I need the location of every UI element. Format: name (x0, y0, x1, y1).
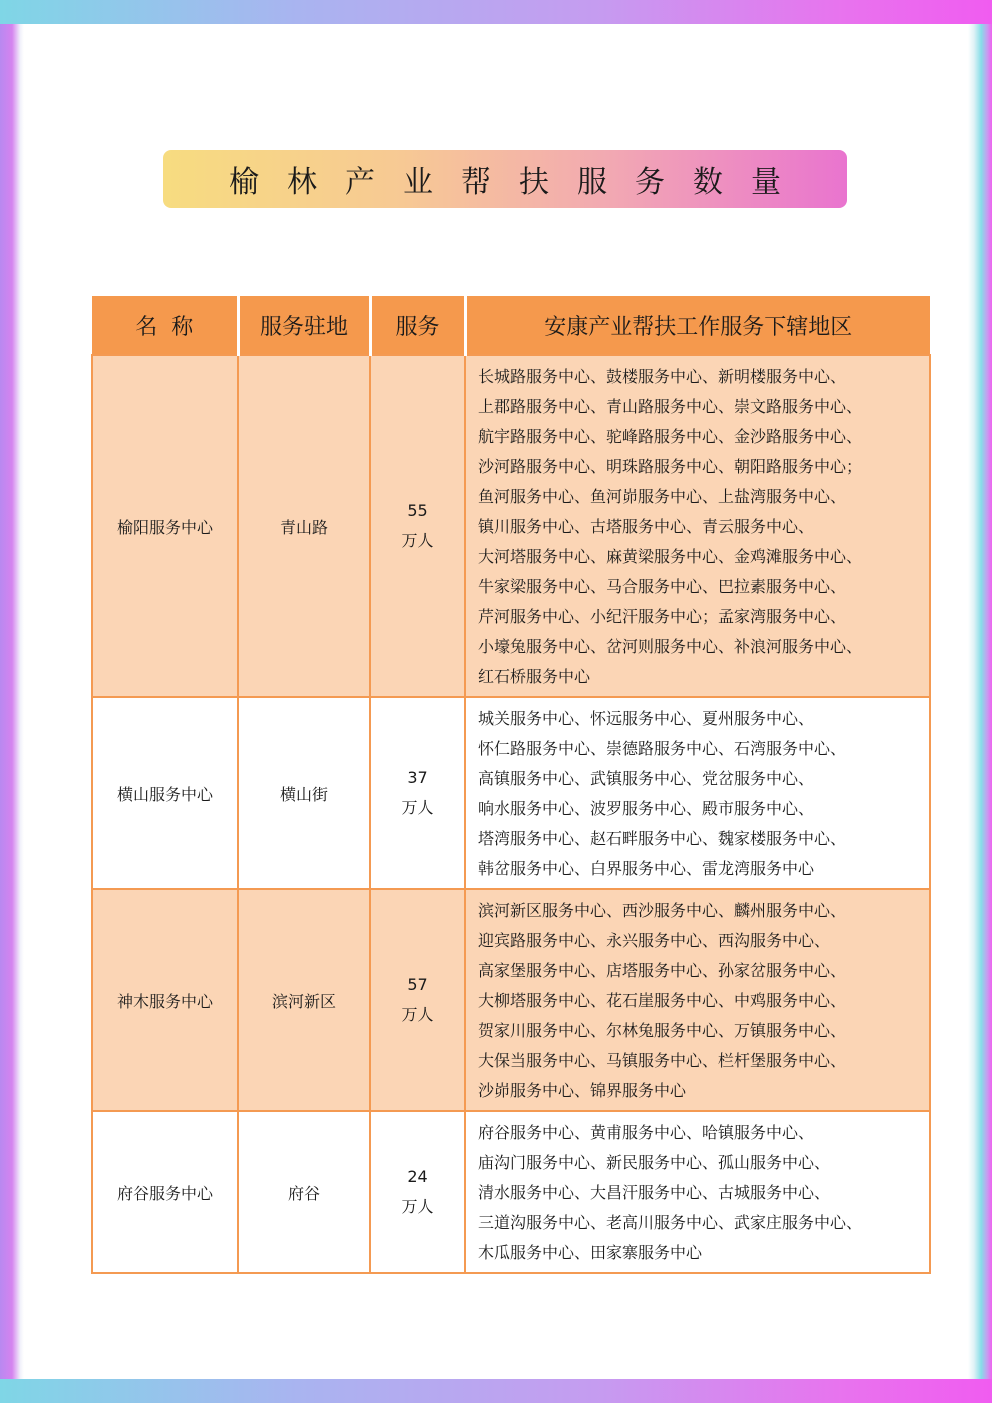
service-unit: 万人 (401, 798, 434, 817)
row-location: 横山街 (238, 697, 370, 889)
title-banner (163, 150, 847, 208)
table-row (92, 1111, 930, 1273)
bottom-decorative-bar (0, 1379, 992, 1403)
service-count: 37 (407, 768, 428, 787)
service-count: 57 (407, 975, 428, 994)
areas-list: 长城路服务中心、鼓楼服务中心、新明楼服务中心、 上郡路服务中心、青山路服务中心、崇文路服务中心、 航宇路服务中心、驼峰路服务中心、金沙路服务中心、 沙河路服务中心、明珠路服务中心、朝阳路服务中心； 鱼河服务中心、鱼河峁服务中心、上盐湾服务中心、 镇川服务中心、古塔服务中心、青云服务中心、 大河塔服务中心、麻黄梁服务中心、金鸡滩服务中心、 牛家梁服务中心、马合服务中心、巴拉素服务中心、 芹河服务中心、小纪汗服务中心；孟家湾服务中心、 小壕兔服务中心、岔河则服务中心、补浪河服务中心、 红石桥服务中心 (478, 367, 863, 686)
row-name: 横山服务中心 (92, 697, 238, 889)
header-areas: 安康产业帮扶工作服务下辖地区 (465, 296, 930, 355)
header-name: 名称 (92, 296, 238, 355)
row-service (370, 355, 465, 697)
top-decorative-bar (0, 0, 992, 24)
table-header-row (92, 296, 930, 355)
service-unit: 万人 (401, 1197, 434, 1216)
page-title: 榆林产业帮扶服务数量 (229, 165, 809, 200)
header-service: 服务 (370, 296, 465, 355)
areas-list: 府谷服务中心、黄甫服务中心、哈镇服务中心、 庙沟门服务中心、新民服务中心、孤山服务中心、 清水服务中心、大昌汗服务中心、古城服务中心、 三道沟服务中心、老高川服务中心、武家庄服务中心、 木瓜服务中心、田家寨服务中心 (478, 1123, 863, 1262)
table-row (92, 355, 930, 697)
left-decorative-bar (0, 24, 24, 1379)
areas-list: 滨河新区服务中心、西沙服务中心、麟州服务中心、 迎宾路服务中心、永兴服务中心、西沟服务中心、 高家堡服务中心、店塔服务中心、孙家岔服务中心、 大柳塔服务中心、花石崖服务中心、中鸡服务中心、 贺家川服务中心、尔林兔服务中心、万镇服务中心、 大保当服务中心、马镇服务中心、栏杆堡服务中心、 沙峁服务中心、锦界服务中心 (478, 901, 847, 1100)
service-count: 24 (407, 1167, 428, 1186)
header-location: 服务驻地 (238, 296, 370, 355)
row-location: 青山路 (238, 355, 370, 697)
row-location: 府谷 (238, 1111, 370, 1273)
row-service (370, 1111, 465, 1273)
service-unit: 万人 (401, 531, 434, 550)
row-areas (465, 1111, 930, 1273)
service-count: 55 (407, 501, 428, 520)
row-areas (465, 697, 930, 889)
row-areas (465, 889, 930, 1111)
right-decorative-bar (968, 24, 992, 1379)
row-location: 滨河新区 (238, 889, 370, 1111)
row-name: 神木服务中心 (92, 889, 238, 1111)
row-service (370, 697, 465, 889)
areas-list: 城关服务中心、怀远服务中心、夏州服务中心、 怀仁路服务中心、崇德路服务中心、石湾服务中心、 高镇服务中心、武镇服务中心、党岔服务中心、 响水服务中心、波罗服务中心、殿市服务中心、 塔湾服务中心、赵石畔服务中心、魏家楼服务中心、 韩岔服务中心、白界服务中心、雷龙湾服务中心 (478, 709, 847, 878)
row-name: 府谷服务中心 (92, 1111, 238, 1273)
table-row (92, 697, 930, 889)
table-row (92, 889, 930, 1111)
row-name: 榆阳服务中心 (92, 355, 238, 697)
service-table (91, 296, 931, 1274)
row-service (370, 889, 465, 1111)
row-areas (465, 355, 930, 697)
service-unit: 万人 (401, 1005, 434, 1024)
